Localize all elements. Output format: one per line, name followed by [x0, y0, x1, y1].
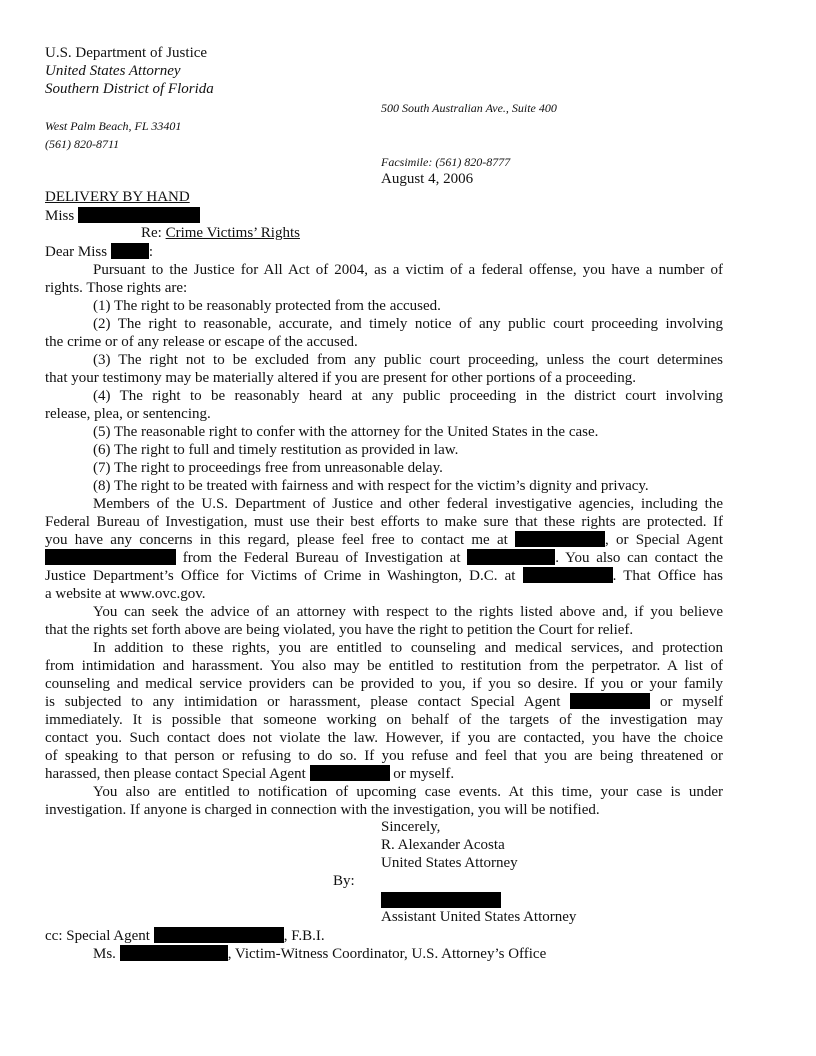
body-line	[45, 531, 723, 549]
cc-line-1	[45, 927, 325, 945]
salutation	[45, 243, 153, 261]
body-line: investigation. If anyone is charged in connection with the investigation, you will be notified.	[45, 802, 600, 818]
body-text: is subjected to any intimidation or harassment, please contact Special Agent	[45, 694, 561, 710]
letterhead-office: United States Attorney	[45, 63, 181, 79]
re-subject: Crime Victims’ Rights	[165, 225, 300, 241]
redaction-coordinator-name	[120, 945, 228, 961]
cc-text: , F.B.I.	[283, 928, 325, 944]
redaction-phone	[523, 567, 613, 583]
body-line: a website at www.ovc.gov.	[45, 586, 206, 602]
redaction-addressee	[78, 207, 200, 223]
body-text: . That Office has	[612, 568, 724, 584]
right-item-4: (4) The right to be reasonably heard at any public proceeding in the district court involving	[93, 388, 723, 404]
cc-text: cc: Special Agent	[45, 928, 150, 944]
right-item-7: (7) The right to proceedings free from unreasonable delay.	[93, 460, 443, 476]
redaction-agent-name	[154, 927, 284, 943]
right-item-1: (1) The right to be reasonably protected from the accused.	[93, 298, 441, 314]
addressee-line	[45, 207, 200, 225]
body-line: Federal Bureau of Investigation, must use their best efforts to make sure that these rights are protected. If	[45, 514, 723, 530]
body-line: immediately. It is possible that someone working on behalf of the targets of the investigation may	[45, 712, 723, 728]
delivery-method: DELIVERY BY HAND	[45, 189, 190, 205]
redaction-agent-name	[310, 765, 390, 781]
redaction-agent-name	[570, 693, 650, 709]
letterhead-city: West Palm Beach, FL 33401	[45, 119, 182, 133]
right-item-8: (8) The right to be treated with fairness and with respect for the victim’s dignity and privacy.	[93, 478, 649, 494]
body-line: that the rights set forth above are being violated, you have the right to petition the Court for relief.	[45, 622, 634, 638]
letterhead-street: 500 South Australian Ave., Suite 400	[381, 101, 557, 115]
body-line	[45, 567, 723, 585]
body-line: In addition to these rights, you are entitled to counseling and medical services, and protection	[93, 640, 723, 656]
closing-by: By:	[333, 873, 355, 889]
body-text: or myself	[659, 694, 724, 710]
body-line: counseling and medical service providers can be provided to you, if you so desire. If you or your family	[45, 676, 723, 692]
body-line: You can seek the advice of an attorney with respect to the rights listed above and, if you believe	[93, 604, 723, 620]
right-item-3: (3) The right not to be excluded from any public court proceeding, unless the court determines	[93, 352, 723, 368]
body-line	[45, 693, 723, 711]
body-line: You also are entitled to notification of upcoming case events. At this time, your case is under	[93, 784, 723, 800]
redaction-salutation-name	[111, 243, 149, 259]
cc-text: Ms.	[93, 946, 116, 962]
right-item-5: (5) The reasonable right to confer with the attorney for the United States in the case.	[93, 424, 599, 440]
body-line	[45, 765, 723, 783]
cc-line-2	[93, 945, 546, 963]
body-text: you have any concerns in this regard, please feel free to contact me at	[45, 532, 508, 548]
body-line: that your testimony may be materially altered if you are present for other portions of a proceeding.	[45, 370, 637, 386]
salutation-suffix: :	[148, 244, 153, 260]
body-text: harassed, then please contact Special Agent	[45, 766, 306, 782]
closing-title: United States Attorney	[381, 855, 518, 871]
body-line: Pursuant to the Justice for All Act of 2004, as a victim of a federal offense, you have a number of	[93, 262, 723, 278]
right-item-6: (6) The right to full and timely restitution as provided in law.	[93, 442, 459, 458]
body-line: contact you. Such contact does not violate the law. However, if you are contacted, you have the choice	[45, 730, 723, 746]
re-prefix: Re:	[141, 225, 166, 241]
right-item-2: (2) The right to reasonable, accurate, and timely notice of any public court proceeding involving	[93, 316, 723, 332]
body-text: . You also can contact the	[555, 550, 724, 566]
redaction-signature	[381, 892, 501, 908]
letterhead-department: U.S. Department of Justice	[45, 45, 208, 61]
body-line: release, plea, or sentencing.	[45, 406, 211, 422]
body-line: from intimidation and harassment. You also may be entitled to restitution from the perpetrator. A list of	[45, 658, 723, 674]
body-line	[45, 549, 723, 567]
closing-name: R. Alexander Acosta	[381, 837, 505, 853]
body-text: Justice Department’s Office for Victims of Crime in Washington, D.C. at	[45, 568, 516, 584]
body-line: the crime or of any release or escape of the accused.	[45, 334, 358, 350]
letterhead-district: Southern District of Florida	[45, 81, 214, 97]
addressee-prefix: Miss	[45, 208, 75, 224]
redaction-phone	[515, 531, 605, 547]
redaction-phone	[467, 549, 555, 565]
body-line: rights. Those rights are:	[45, 280, 188, 296]
closing-sincerely: Sincerely,	[381, 819, 441, 835]
letterhead-fax: Facsimile: (561) 820-8777	[381, 155, 511, 169]
redaction-agent-name	[45, 549, 176, 565]
salutation-prefix: Dear Miss	[45, 244, 108, 260]
re-line	[141, 225, 300, 242]
letter-date: August 4, 2006	[381, 171, 474, 187]
body-text: or myself.	[393, 766, 455, 782]
body-line: of speaking to that person or refusing to do so. If you refuse and feel that you are being threatened or	[45, 748, 723, 764]
body-text: from the Federal Bureau of Investigation at	[182, 550, 461, 566]
letterhead-phone: (561) 820-8711	[45, 137, 120, 151]
signer-title: Assistant United States Attorney	[381, 909, 577, 925]
body-line: Members of the U.S. Department of Justice and other federal investigative agencies, including the	[93, 496, 723, 512]
cc-text: , Victim-Witness Coordinator, U.S. Attorney’s Office	[227, 946, 547, 962]
body-text: , or Special Agent	[605, 532, 723, 548]
